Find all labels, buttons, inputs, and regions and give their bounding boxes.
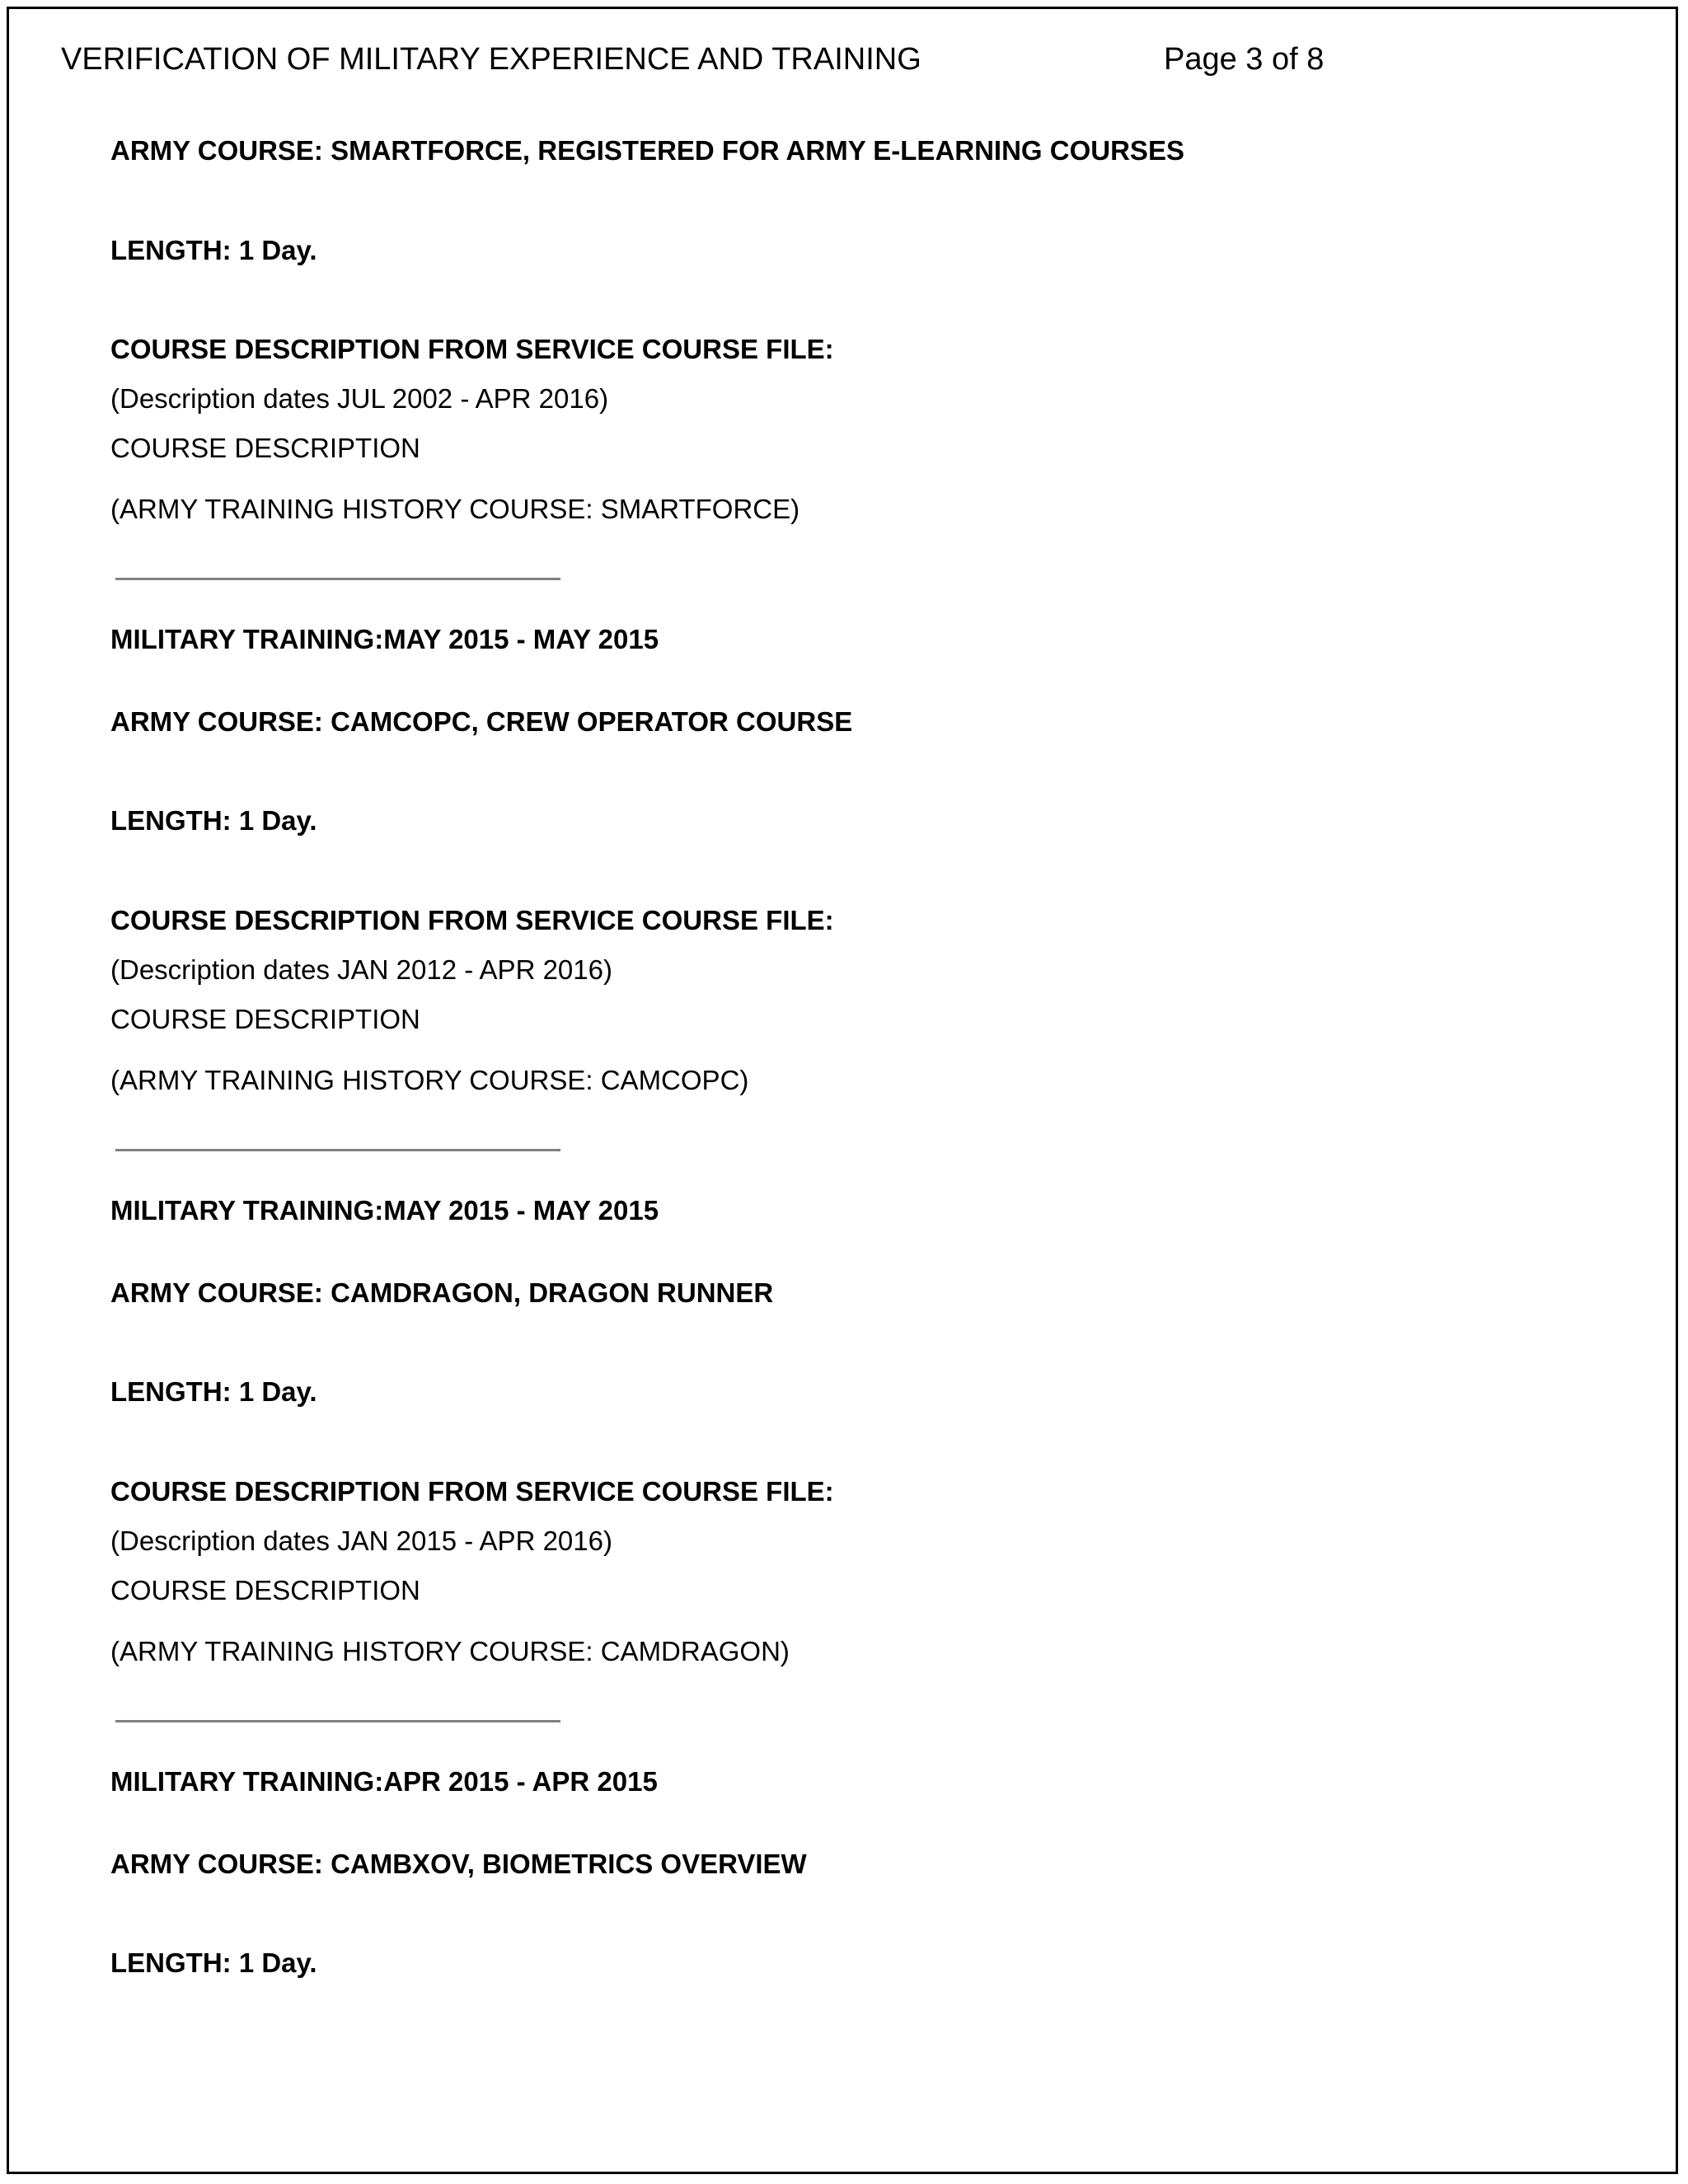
course-description-heading: COURSE DESCRIPTION FROM SERVICE COURSE FILE: (110, 334, 834, 364)
training-history-course: (ARMY TRAINING HISTORY COURSE: SMARTFORCE) (110, 494, 800, 524)
military-training-dates: MILITARY TRAINING:MAY 2015 - MAY 2015 (110, 624, 659, 654)
length-line: LENGTH: 1 Day. (110, 235, 317, 265)
entry-divider (115, 1149, 560, 1151)
military-training-dates: MILITARY TRAINING:APR 2015 - APR 2015 (110, 1766, 658, 1797)
description-dates: (Description dates JUL 2002 - APR 2016) (110, 383, 609, 414)
page-number: Page 3 of 8 (1164, 42, 1325, 77)
army-course-line: ARMY COURSE: CAMCOPC, CREW OPERATOR COURSE (110, 706, 853, 737)
document-title: VERIFICATION OF MILITARY EXPERIENCE AND TRAINING (61, 42, 921, 77)
description-dates: (Description dates JAN 2015 - APR 2016) (110, 1526, 612, 1556)
length-line: LENGTH: 1 Day. (110, 1947, 317, 1978)
military-training-dates: MILITARY TRAINING:MAY 2015 - MAY 2015 (110, 1195, 659, 1226)
course-description-label: COURSE DESCRIPTION (110, 1004, 420, 1034)
army-course-line: ARMY COURSE: SMARTFORCE, REGISTERED FOR ARMY E-LEARNING COURSES (110, 135, 1184, 166)
course-description-label: COURSE DESCRIPTION (110, 1575, 420, 1605)
entry-divider (115, 1720, 560, 1722)
course-description-heading: COURSE DESCRIPTION FROM SERVICE COURSE FILE: (110, 905, 834, 935)
course-description-label: COURSE DESCRIPTION (110, 433, 420, 463)
length-line: LENGTH: 1 Day. (110, 805, 317, 836)
entry-divider (115, 578, 560, 580)
description-dates: (Description dates JAN 2012 - APR 2016) (110, 954, 612, 985)
length-line: LENGTH: 1 Day. (110, 1376, 317, 1407)
course-description-heading: COURSE DESCRIPTION FROM SERVICE COURSE FILE: (110, 1476, 834, 1507)
army-course-line: ARMY COURSE: CAMBXOV, BIOMETRICS OVERVIEW (110, 1849, 807, 1879)
training-history-course: (ARMY TRAINING HISTORY COURSE: CAMCOPC) (110, 1065, 749, 1095)
army-course-line: ARMY COURSE: CAMDRAGON, DRAGON RUNNER (110, 1277, 774, 1308)
training-history-course: (ARMY TRAINING HISTORY COURSE: CAMDRAGON) (110, 1636, 790, 1666)
